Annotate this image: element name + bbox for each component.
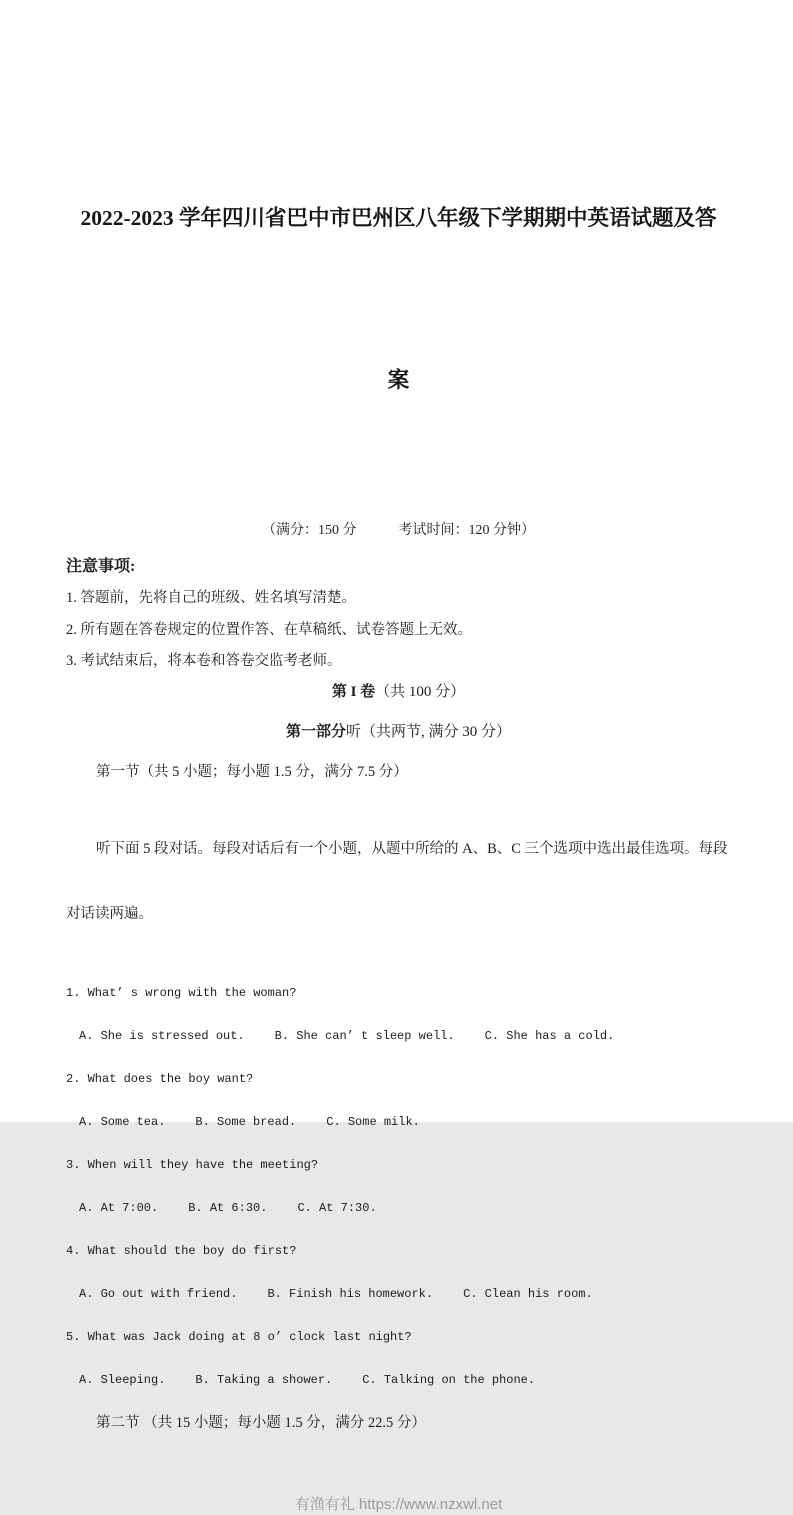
- question-5-options: [66, 1370, 731, 1390]
- page-title-line1: 2022-2023 学年四川省巴中市巴州区八年级下学期期中英语试题及答: [80, 206, 717, 230]
- question-2-option-a: A. Some tea.: [79, 1115, 166, 1129]
- part1-heading-bold: 第一部分: [285, 724, 346, 740]
- question-2-option-b: B. Some bread.: [195, 1115, 297, 1129]
- section2-heading: 第二节 （共 15 小题；每小题 1.5 分，满分 22.5 分）: [96, 1415, 426, 1431]
- question-1-option-c: C. She has a cold.: [484, 1029, 615, 1043]
- question-4-options: [66, 1284, 731, 1304]
- question-5-text: 5. What was Jack doing at 8 o’ clock last night?: [66, 1330, 412, 1344]
- notice-item-3: 3. 考试结束后，将本卷和答卷交监考老师。: [66, 653, 342, 669]
- question-3-option-a: A. At 7:00.: [79, 1201, 159, 1215]
- question-2-text: 2. What does the boy want?: [66, 1072, 254, 1086]
- question-5-option-a: A. Sleeping.: [79, 1373, 166, 1387]
- page-title-line2: 案: [387, 368, 410, 392]
- notice-item-1: 1. 答题前，先将自己的班级、姓名填写清楚。: [66, 590, 356, 606]
- question-5-option-c: C. Talking on the phone.: [362, 1373, 536, 1387]
- question-4-option-b: B. Finish his homework.: [267, 1287, 434, 1301]
- question-1-options: [66, 1026, 731, 1046]
- question-5-option-b: B. Taking a shower.: [195, 1373, 333, 1387]
- volume-heading-rest: （共 100 分）: [375, 684, 466, 700]
- listening-instructions: [66, 800, 731, 964]
- question-3-option-b: B. At 6:30.: [188, 1201, 268, 1215]
- question-3-text: 3. When will they have the meeting?: [66, 1158, 319, 1172]
- question-2-options: [66, 1112, 731, 1132]
- question-4-text: 4. What should the boy do first?: [66, 1244, 297, 1258]
- page-title: [66, 83, 731, 515]
- notice-item-2: 2. 所有题在答卷规定的位置作答、在草稿纸、试卷答题上无效。: [66, 622, 472, 638]
- question-1-option-b: B. She can’ t sleep well.: [274, 1029, 455, 1043]
- question-4-option-c: C. Clean his room.: [463, 1287, 593, 1301]
- question-1-text: 1. What’ s wrong with the woman?: [66, 986, 297, 1000]
- question-3-option-c: C. At 7:30.: [297, 1201, 377, 1215]
- question-1-option-a: A. She is stressed out.: [79, 1029, 245, 1043]
- section1-heading: 第一节（共 5 小题；每小题 1.5 分，满分 7.5 分）: [96, 764, 408, 780]
- volume-heading: [66, 681, 731, 703]
- volume-heading-bold: 第 I 卷: [331, 684, 376, 700]
- watermark-footer: 有渔有礼 https://www.nzxwl.net: [294, 1496, 503, 1513]
- question-3-options: [66, 1198, 731, 1218]
- question-2-option-c: C. Some milk.: [326, 1115, 420, 1129]
- score-time-subtitle: （满分：150 分 考试时间：120 分钟）: [262, 523, 535, 538]
- notice-heading: 注意事项:: [66, 558, 136, 575]
- listening-instructions-line1: 听下面 5 段对话。每段对话后有一个小题，从题中所给的 A、B、C 三个选项中选出最佳选项。每段: [96, 841, 728, 857]
- listening-instructions-line2: 对话读两遍。: [66, 906, 153, 922]
- question-4-option-a: A. Go out with friend.: [79, 1287, 238, 1301]
- part1-heading-rest: 听（共两节, 满分 30 分）: [346, 724, 512, 740]
- part1-heading: [66, 721, 731, 743]
